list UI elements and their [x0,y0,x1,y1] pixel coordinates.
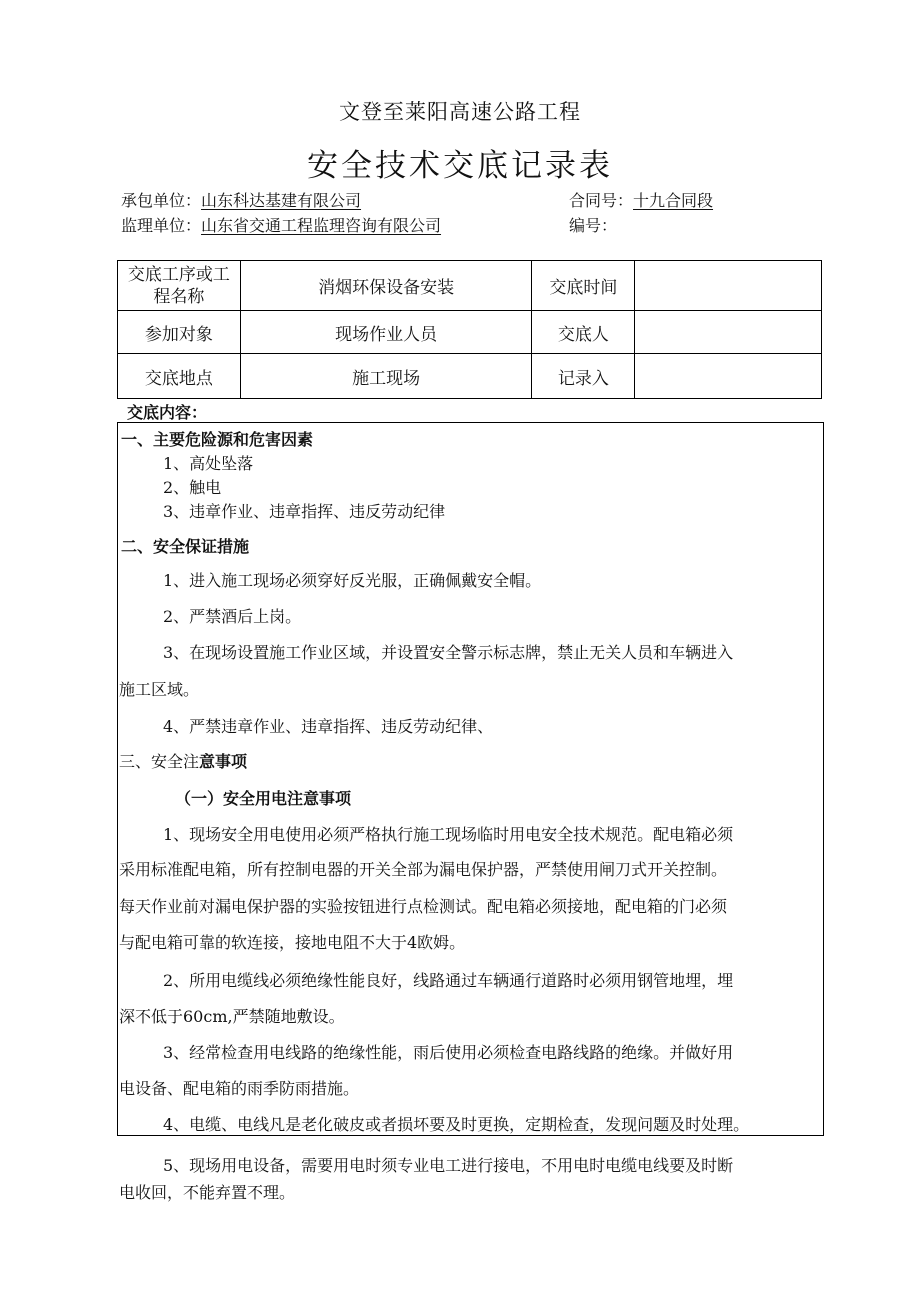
measure-item-3-line-1: 3、在现场设置施工作业区域，并设置安全警示标志牌，禁止无关人员和车辆进入 [163,643,734,662]
recorder-label: 记录入 [532,354,635,399]
contractor-value: 山东科达基建有限公司 [201,191,362,210]
para-1-line-2: 采用标准配电箱，所有控制电器的开关全部为漏电保护器，严禁使用闸刀式开关控制。 [119,860,728,879]
measure-item-2: 2、严禁酒后上岗。 [163,607,302,626]
recorder-value [635,354,822,399]
para-2-line-2: 深不低于60cm,严禁随地敷设。 [119,1007,345,1026]
supervisor-row [121,213,441,236]
para-3-line-1: 3、经常检查用电线路的绝缘性能，雨后使用必须检查电路线路的绝缘。并做好用 [163,1043,734,1062]
discloser-value [635,311,822,354]
time-value [635,261,822,311]
subsection-title: （一）安全用电注意事项 [175,789,352,808]
section-2-title: 二、安全保证措施 [121,537,250,556]
location-value: 施工现场 [240,354,532,399]
para-1-line-3: 每天作业前对漏电保护器的实验按钮进行点检测试。配电箱必须接地，配电箱的门必须 [119,897,728,916]
process-label: 交底工序或工程名称 [118,261,241,311]
para-5-line-2: 电收回，不能弃置不理。 [119,1183,296,1202]
para-1-line-4: 与配电箱可靠的软连接，接地电阻不大于4欧姆。 [119,933,466,952]
para-4-line-1: 4、电缆、电线凡是老化破皮或者损坏要及时更换，定期检查，发现问题及时处理。 [163,1115,750,1134]
measure-item-4: 4、严禁违章作业、违章指挥、违反劳动纪律、 [163,717,494,736]
discloser-label: 交底人 [532,311,635,354]
location-label: 交底地点 [118,354,241,399]
hazard-item: 3、违章作业、违章指挥、违反劳动纪律 [163,502,446,521]
para-1-line-1: 1、现场安全用电使用必须严格执行施工现场临时用电安全技术规范。配电箱必须 [163,825,734,844]
supervisor-value: 山东省交通工程监理咨询有限公司 [201,216,442,235]
section-1-title: 一、主要危险源和危害因素 [121,430,314,449]
para-3-line-2: 电设备、配电箱的雨季防雨措施。 [119,1079,360,1098]
para-5-line-1: 5、现场用电设备，需要用电时须专业电工进行接电，不用电时电缆电线要及时断 [163,1156,734,1175]
content-label: 交底内容： [127,403,208,422]
section-3-title-a: 三、安全注 [119,752,200,771]
para-2-line-1: 2、所用电缆线必须绝缘性能良好，线路通过车辆通行道路时必须用钢管地埋，埋 [163,971,734,990]
form-title: 安全技术交底记录表 [307,148,613,184]
hazard-item: 2、触电 [163,478,222,497]
participants-value: 现场作业人员 [240,311,532,354]
contractor-label: 承包单位： [121,191,202,210]
info-table [117,260,822,399]
participants-label: 参加对象 [118,311,241,354]
time-label: 交底时间 [532,261,635,311]
measure-item-3-line-2: 施工区域。 [119,680,200,699]
section-3-title-b: 意事项 [199,752,248,771]
serial-label: 编号： [569,216,618,235]
content-box [117,422,824,1136]
section-3-title [119,749,247,772]
contract-no-label: 合同号： [569,191,634,210]
measure-item-1: 1、进入施工现场必须穿好反光服，正确佩戴安全帽。 [163,571,542,590]
contractor-row [121,188,361,211]
project-title: 文登至莱阳高速公路工程 [339,100,581,124]
process-value: 消烟环保设备安装 [240,261,532,311]
contract-no-row [569,188,713,211]
supervisor-label: 监理单位： [121,216,202,235]
contract-no-value: 十九合同段 [633,191,714,210]
hazard-item: 1、高处坠落 [163,454,254,473]
